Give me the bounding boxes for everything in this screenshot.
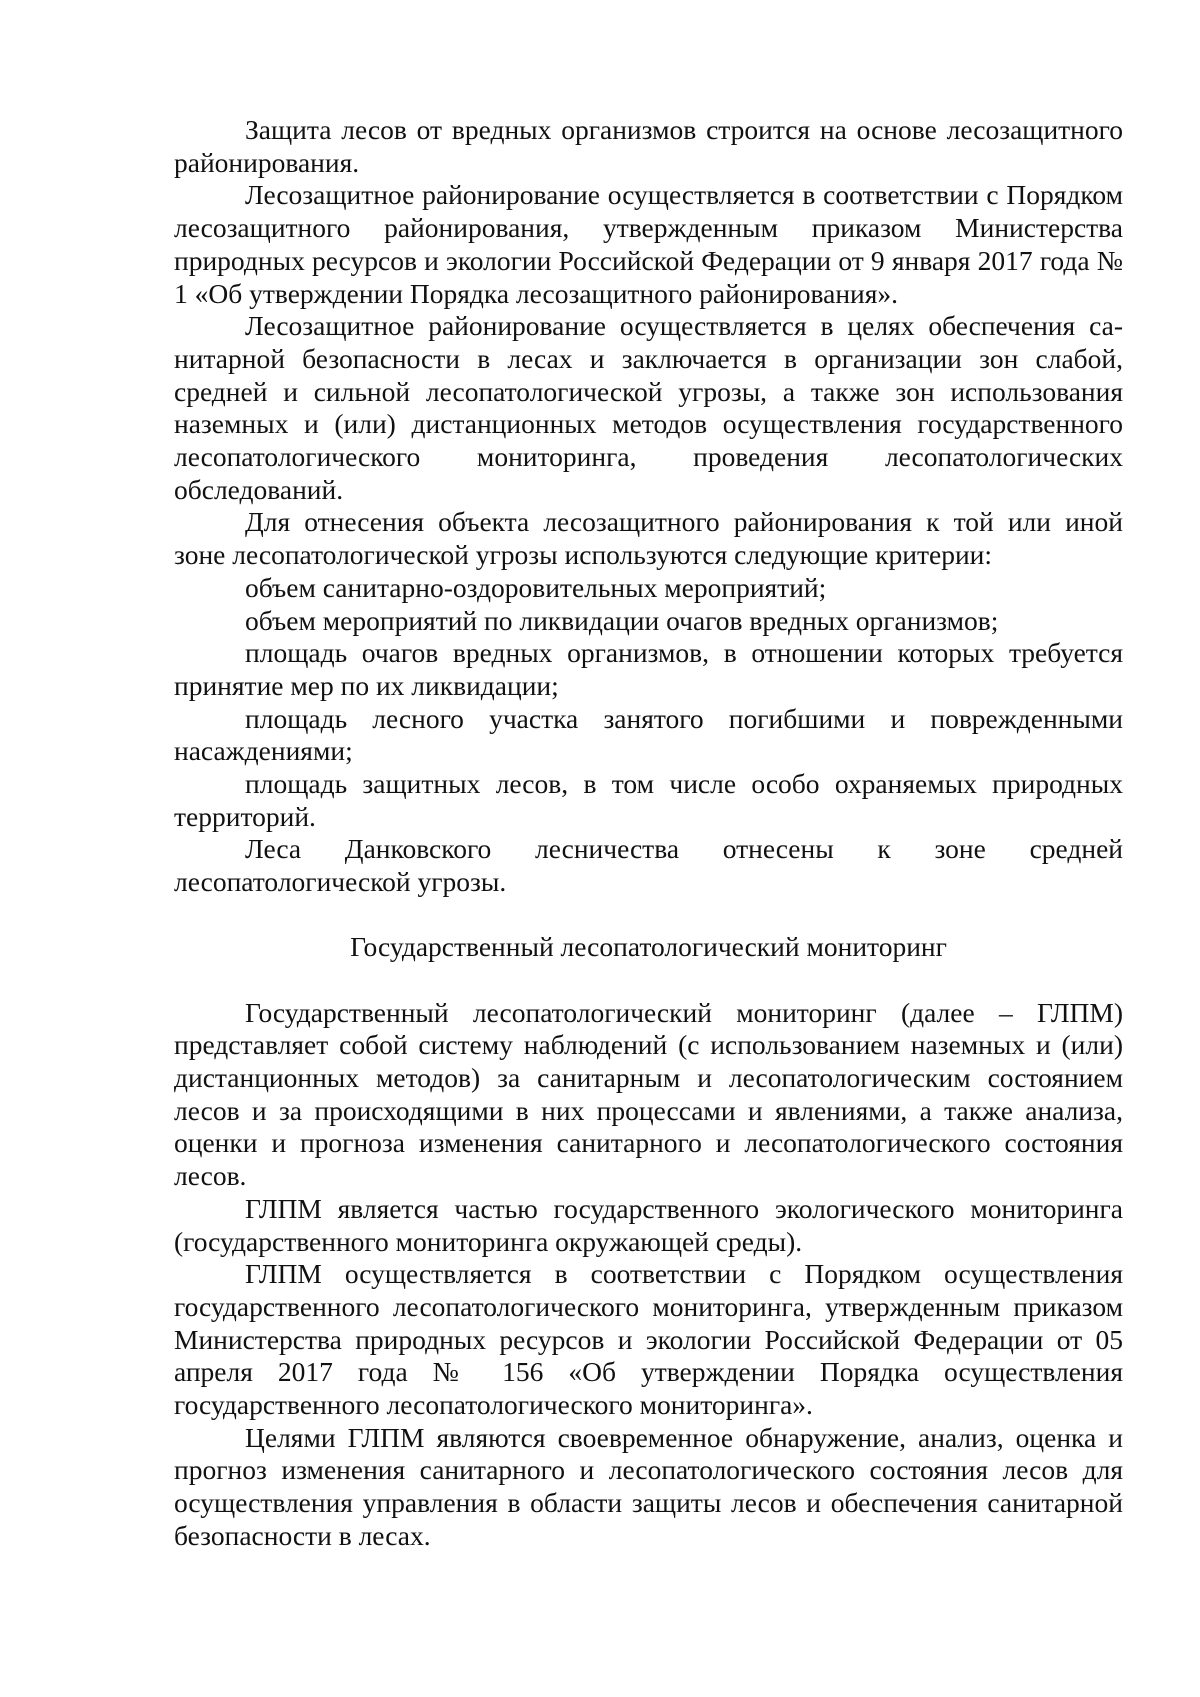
- criteria-item-outbreak-area: площадь очагов вредных организмов, в отношении которых требуется принятие мер по их ликвидации;: [174, 637, 1123, 701]
- criteria-item-damaged-stands-area: площадь лесного участка занятого погибшими и поврежденными насаждениями;: [174, 702, 1123, 767]
- criteria-item-protective-forests-area: площадь защитных лесов, в том числе особо охраняемых природных территорий.: [174, 768, 1123, 832]
- paragraph-glpm-definition: Государственный лесопатологический мониторинг (далее – ГЛПМ) представляет собой систему наблюдений (с использованием наземных и (или) дистанционных методов) за санитарным и лесопатологическим состоянием лесов и за происходящими в них процессами и явлениями, а также анализа, оценки и прогноза изменения санитарного и лесопатологического состояния лесов.: [174, 996, 1123, 1192]
- section-heading-monitoring: Государственный лесопатологический мониторинг: [350, 930, 947, 962]
- document-page: [174, 114, 1123, 1553]
- criteria-item-liquidation-measures: объем мероприятий по ликвидации очагов вредных организмов;: [245, 604, 999, 636]
- paragraph-glpm-part-of: ГЛПМ является частью государственного экологического мониторинга (государственного мониторинга окружающей среды).: [174, 1192, 1123, 1257]
- paragraph-dankov-zone: Леса Данковского лесничества отнесены к зоне средней лесопатологической угрозы.: [174, 833, 1123, 898]
- paragraph-zoning-purpose: Лесозащитное районирование осуществляется в целях обеспечения санитарной безопасности в лесах и заключается в организации зон слабой, средней и сильной лесопатологической угрозы, а также зон использования наземных и (или) дистанционных методов осуществления государственного лесопатологического мониторинга, проведения лесопатологических обследований.: [174, 310, 1123, 505]
- paragraph-glpm-order: ГЛПМ осуществляется в соответствии с Порядком осуществления государственного лесопатологического мониторинга, утвержденным приказом Министерства природных ресурсов и экологии Российской Федерации от 05 апреля 2017 года № 156 «Об утверждении Порядка осуществления государственного лесопатологического мониторинга».: [174, 1258, 1123, 1421]
- paragraph-glpm-goals: Целями ГЛПМ являются своевременное обнаружение, анализ, оценка и прогноз изменения санитарного и лесопатологического состояния лесов для осуществления управления в области защиты лесов и обеспечения санитарной безопасности в лесах.: [174, 1421, 1123, 1551]
- criteria-item-sanitary-measures: объем санитарно-оздоровительных мероприятий;: [245, 571, 827, 603]
- paragraph-criteria-intro: Для отнесения объекта лесозащитного районирования к той или иной зоне лесопатологической угрозы используются следующие критерии:: [174, 506, 1123, 571]
- paragraph-zoning-order: Лесозащитное районирование осуществляется в соответствии с Порядком лесозащитного районирования, утвержденным приказом Министерства природных ресурсов и экологии Российской Федерации от 9 января 2017 года № 1 «Об утверждении Порядка лесозащитного районирования».: [174, 179, 1123, 309]
- paragraph-forest-protection-basis: Защита лесов от вредных организмов строится на основе лесозащитного районирования.: [174, 114, 1123, 178]
